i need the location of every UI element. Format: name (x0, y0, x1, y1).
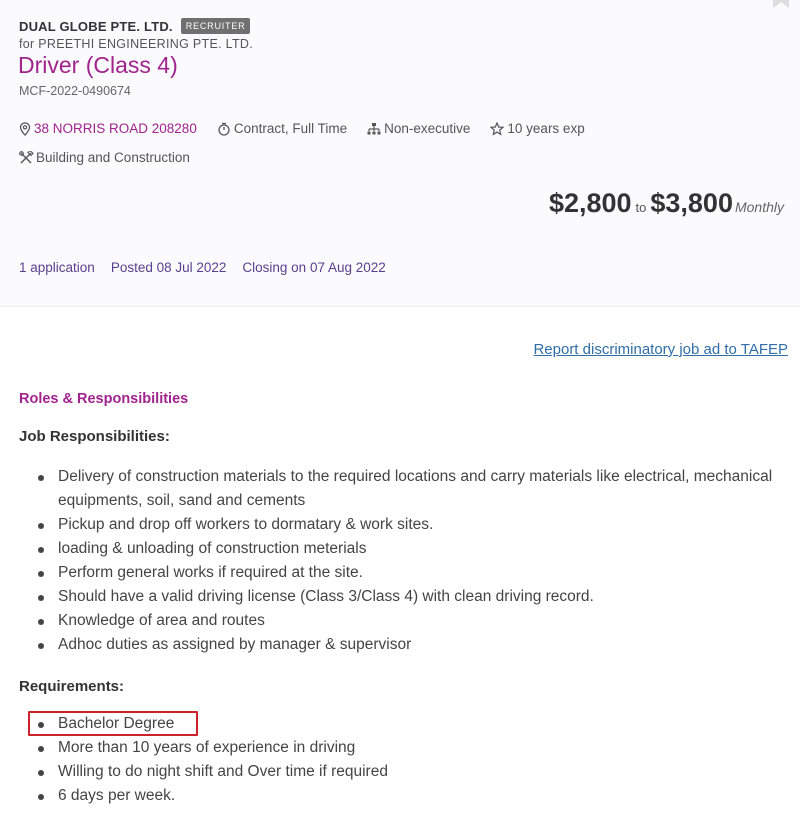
job-category (19, 150, 190, 165)
address-text[interactable]: 38 NORRIS ROAD 208280 (34, 121, 197, 136)
posted-date: Posted 08 Jul 2022 (110, 260, 227, 275)
salary-min: $2,800 (548, 188, 632, 218)
employment-type (217, 121, 347, 136)
bookmark-icon[interactable] (770, 0, 792, 8)
list-item: Bachelor Degree (36, 712, 776, 736)
list-item: Adhoc duties as assigned by manager & supervisor (36, 633, 776, 657)
job-header (0, 0, 800, 307)
application-count: 1 application (19, 260, 95, 275)
requirements-heading: Requirements: (19, 678, 125, 695)
category-text: Building and Construction (36, 150, 190, 165)
experience-text: 10 years exp (507, 121, 585, 136)
stopwatch-icon (217, 122, 231, 136)
list-item: Delivery of construction materials to the required locations and carry materials like electrical, mechanical equipments, soil, sand and cements (36, 465, 776, 513)
list-item: Willing to do night shift and Over time if required (36, 760, 776, 784)
list-item: Should have a valid driving license (Class 3/Class 4) with clean driving record. (36, 585, 776, 609)
closing-date: Closing on 07 Aug 2022 (242, 260, 386, 275)
list-item: 6 days per week. (36, 784, 776, 808)
salary-period: Monthly (734, 199, 784, 215)
list-item: Knowledge of area and routes (36, 609, 776, 633)
job-title: Driver (Class 4) (18, 52, 178, 78)
client-company: for PREETHI ENGINEERING PTE. LTD. (19, 37, 254, 51)
salary-separator: to (635, 200, 647, 215)
responsibilities-list (36, 465, 776, 657)
job-address[interactable] (19, 121, 197, 136)
job-meta-row (19, 121, 605, 136)
responsibilities-heading: Job Responsibilities: (19, 428, 170, 445)
recruiter-badge: RECRUITER (181, 18, 251, 34)
employment-type-text: Contract, Full Time (233, 121, 348, 136)
company-name[interactable]: DUAL GLOBE PTE. LTD. (19, 18, 173, 34)
salary-max: $3,800 (650, 188, 733, 218)
list-item: Pickup and drop off workers to dormatary & work sites. (36, 513, 776, 537)
salary-range (549, 188, 784, 219)
location-pin-icon (19, 122, 31, 136)
job-id: MCF-2022-0490674 (19, 84, 131, 98)
hierarchy-icon (367, 122, 381, 136)
job-stats (19, 260, 402, 275)
tools-icon (19, 151, 34, 165)
seniority-text: Non-executive (384, 121, 471, 136)
experience (490, 121, 584, 136)
list-item: loading & unloading of construction meterials (36, 537, 776, 561)
company-row (19, 18, 250, 34)
list-item: Perform general works if required at the site. (36, 561, 776, 585)
star-icon (490, 122, 504, 136)
report-tafep-link[interactable]: Report discriminatory job ad to TAFEP (533, 341, 788, 358)
highlight-annotation (28, 711, 198, 736)
list-item: More than 10 years of experience in driving (36, 736, 776, 760)
seniority (367, 121, 470, 136)
section-title: Roles & Responsibilities (19, 391, 189, 407)
